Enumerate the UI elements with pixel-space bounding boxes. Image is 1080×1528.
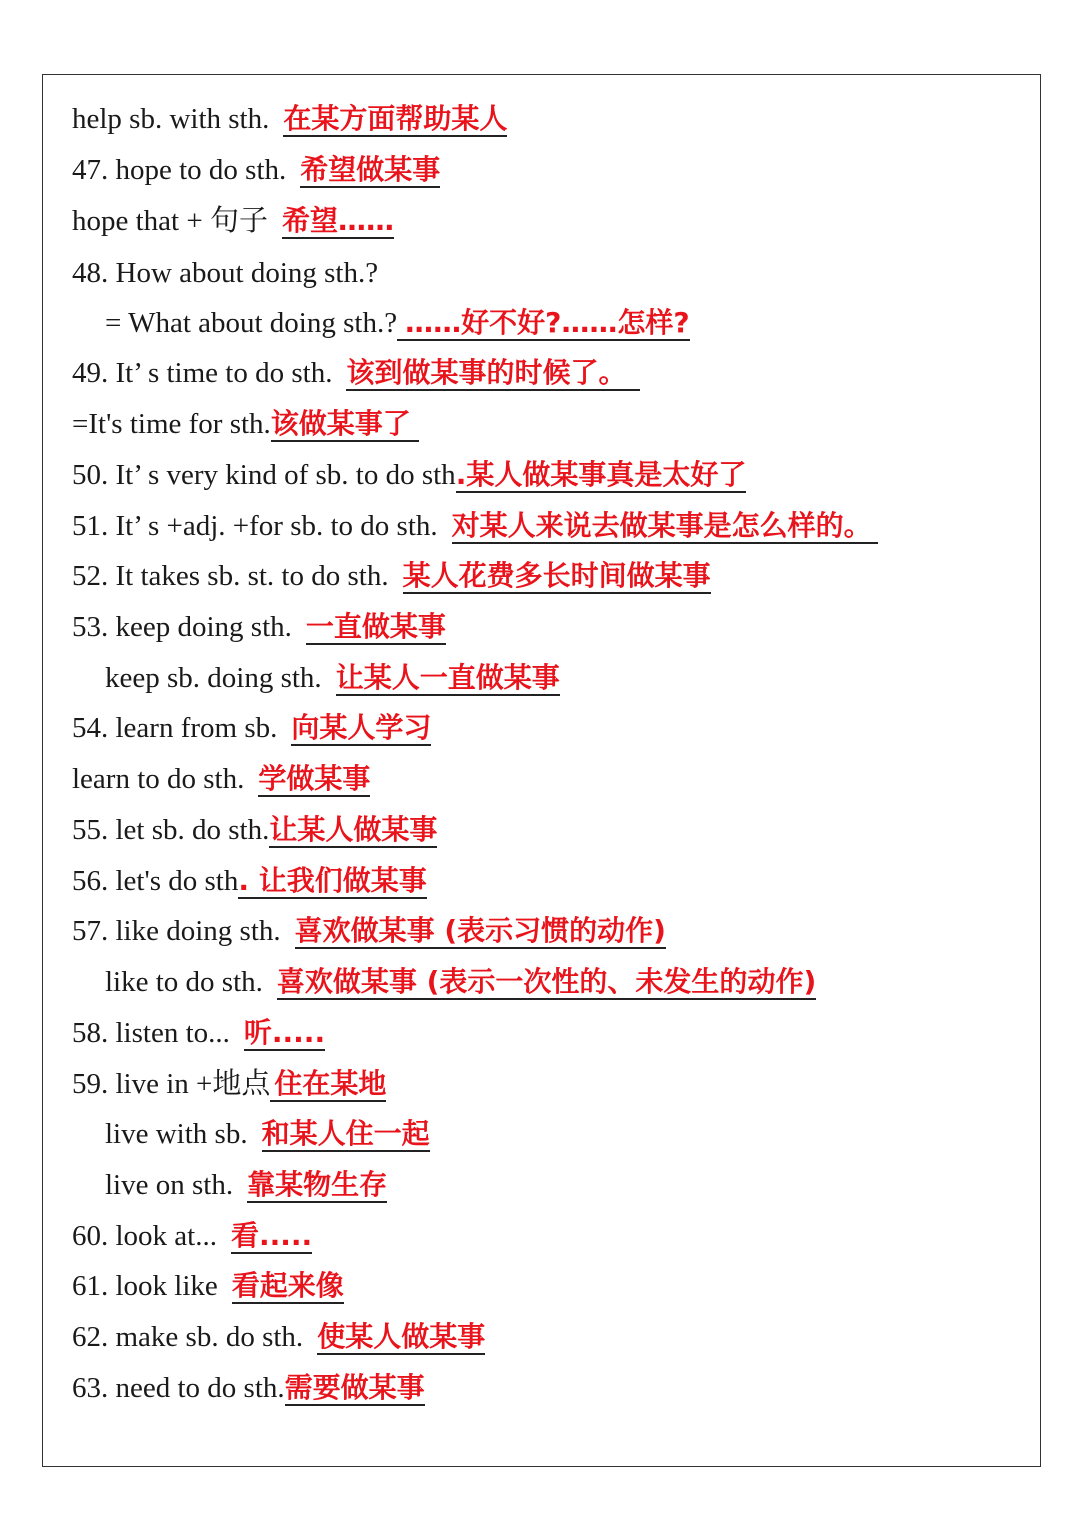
phrase-en: = What about doing sth.? — [105, 307, 398, 339]
phrase-line — [72, 908, 666, 954]
phrase-zh: 喜欢做某事 (表示习惯的动作) — [294, 914, 666, 947]
phrase-zh: 和某人住一起 — [261, 1117, 430, 1150]
phrase-en: 56. let's do sth — [72, 865, 239, 897]
phrase-zh: 该到做某事的时候了。 — [346, 357, 640, 391]
phrase-zh: 看起来像 — [231, 1269, 344, 1302]
phrase-line — [72, 147, 440, 193]
phrase-en: keep sb. doing sth. — [105, 662, 322, 694]
phrase-en: 58. listen to... — [72, 1017, 230, 1049]
phrase-zh: 在某方面帮助某人 — [283, 102, 508, 135]
phrase-line — [72, 1314, 485, 1360]
phrase-line — [105, 1111, 430, 1157]
phrase-zh: 喜欢做某事 (表示一次性的、未发生的动作) — [276, 965, 817, 998]
phrase-line — [72, 705, 431, 751]
phrase-en: live on sth. — [105, 1169, 234, 1201]
phrase-zh: . 让我们做某事 — [238, 864, 427, 897]
phrase-zh: 住在某地 — [270, 1068, 386, 1102]
phrase-line — [72, 1263, 344, 1309]
phrase-line — [72, 198, 394, 244]
phrase-zh: 靠某物生存 — [247, 1168, 388, 1201]
phrase-en: learn to do sth. — [72, 763, 245, 795]
phrase-zh: 看..... — [231, 1219, 313, 1252]
phrase-line — [72, 1213, 312, 1259]
phrase-line — [105, 300, 690, 346]
phrase-en: 53. keep doing sth. — [72, 611, 292, 643]
phrase-en: 62. make sb. do sth. — [72, 1321, 304, 1353]
phrase-line — [72, 1365, 425, 1411]
phrase-zh: ……好不好?……怎样? — [397, 307, 690, 341]
phrase-line — [105, 959, 816, 1005]
phrase-line — [105, 1162, 387, 1208]
phrase-zh: 某人花费多长时间做某事 — [402, 559, 711, 592]
phrase-line — [72, 350, 640, 396]
phrase-line — [72, 1061, 386, 1107]
phrase-line — [72, 503, 878, 549]
phrase-en: 49. It’ s time to do sth. — [72, 357, 333, 389]
phrase-zh: 对某人来说去做某事是怎么样的。 — [452, 510, 878, 544]
phrase-zh: 使某人做某事 — [317, 1320, 486, 1353]
phrase-zh: 一直做某事 — [305, 610, 446, 643]
phrase-en: =It's time for sth. — [72, 408, 271, 440]
phrase-zh: 让某人做某事 — [269, 813, 438, 846]
phrase-en: 57. like doing sth. — [72, 915, 281, 947]
phrase-zh: 听..... — [243, 1016, 326, 1049]
phrase-en: 47. hope to do sth. — [72, 154, 287, 186]
phrase-line — [72, 553, 711, 599]
phrase-line — [72, 604, 446, 650]
phrase-zh: 学做某事 — [258, 762, 371, 795]
phrase-en: 48. How about doing sth.? — [72, 257, 379, 289]
phrase-line — [105, 655, 560, 701]
phrase-zh: 让某人一直做某事 — [335, 661, 560, 694]
phrase-en: live with sb. — [105, 1118, 248, 1150]
phrase-line — [72, 96, 507, 142]
phrase-zh: 该做某事了 — [271, 408, 419, 442]
phrase-zh: 希望做某事 — [300, 153, 441, 186]
phrase-en: 60. look at... — [72, 1220, 217, 1252]
phrase-en: 54. learn from sb. — [72, 712, 278, 744]
phrase-line — [72, 452, 746, 498]
phrase-zh: 希望…… — [281, 204, 394, 237]
phrase-zh: .某人做某事真是太好了 — [455, 458, 747, 491]
phrase-zh: 向某人学习 — [291, 711, 432, 744]
phrase-en: 61. look like — [72, 1270, 218, 1302]
phrase-en: 51. It’ s +adj. +for sb. to do sth. — [72, 510, 438, 542]
phrase-en: 55. let sb. do sth. — [72, 814, 270, 846]
phrase-en: help sb. with sth. — [72, 103, 270, 135]
phrase-en: like to do sth. — [105, 966, 263, 998]
phrase-line — [72, 807, 437, 853]
phrase-en: hope that + 句子 — [72, 205, 268, 237]
phrase-line — [72, 401, 419, 447]
phrase-line — [72, 1010, 325, 1056]
phrase-line — [72, 250, 378, 296]
phrase-en: 63. need to do sth. — [72, 1372, 285, 1404]
phrase-en: 52. It takes sb. st. to do sth. — [72, 560, 389, 592]
phrase-zh: 需要做某事 — [284, 1371, 425, 1404]
phrase-line — [72, 756, 370, 802]
phrase-line — [72, 858, 427, 904]
phrase-en: 50. It’ s very kind of sb. to do sth — [72, 459, 456, 491]
phrase-en: 59. live in +地点 — [72, 1068, 271, 1100]
